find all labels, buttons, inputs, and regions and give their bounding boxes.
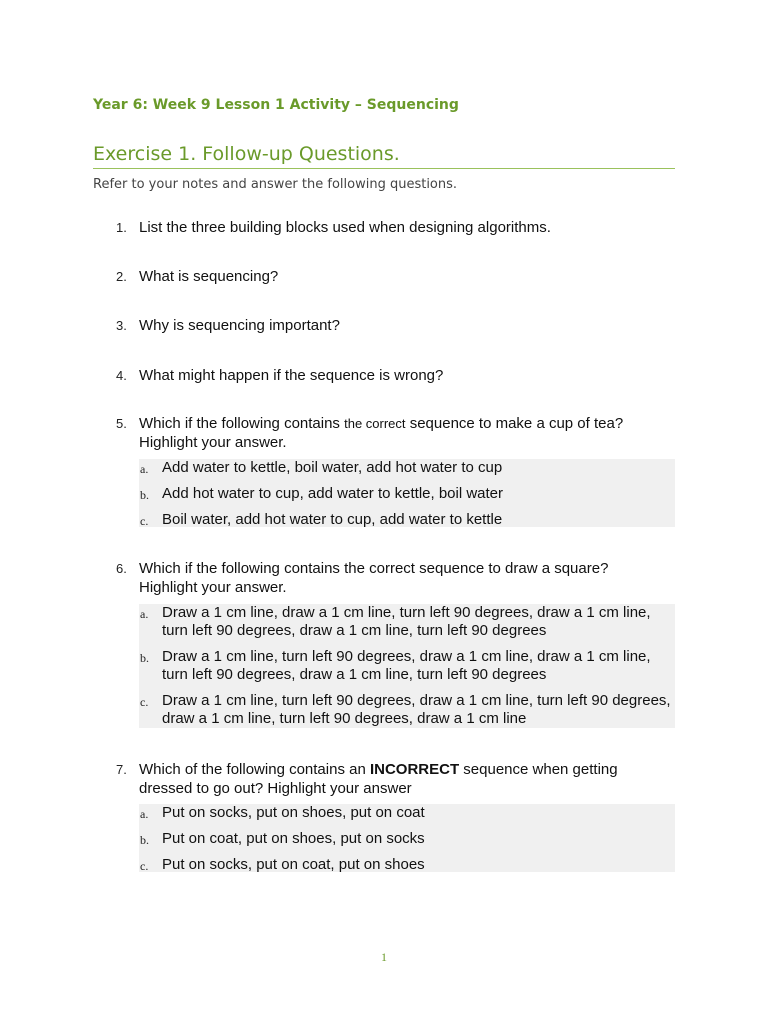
- question-text: Which if the following contains the correct sequence to draw a square? Highlight your answer.: [139, 560, 609, 596]
- answer-options-q5: [139, 459, 675, 527]
- option-letter: c.: [140, 859, 149, 873]
- option-text: Boil water, add hot water to cup, add water to kettle: [162, 511, 503, 528]
- answer-option[interactable]: [139, 511, 675, 527]
- answer-option[interactable]: [139, 804, 675, 830]
- question-number: 1.: [116, 220, 127, 235]
- question-number: 3.: [116, 318, 127, 333]
- option-letter: b.: [140, 833, 149, 847]
- answer-option[interactable]: [139, 648, 675, 692]
- question-text: [139, 760, 649, 798]
- question-text-part: sequence to make a cup of tea? Highlight your answer.: [139, 415, 624, 451]
- question-text: List the three building blocks used when designing algorithms.: [139, 219, 551, 236]
- question-number: 6.: [116, 561, 127, 576]
- option-text: Add water to kettle, boil water, add hot water to cup: [162, 459, 503, 476]
- option-text: Draw a 1 cm line, draw a 1 cm line, turn left 90 degrees, draw a 1 cm line, turn left 90 degrees, draw a 1 cm line, turn left 90 degrees: [162, 604, 651, 639]
- question-number: 4.: [116, 368, 127, 383]
- answer-options-q6: [139, 604, 675, 728]
- question-text-part: Which if the following contains: [139, 415, 345, 432]
- option-text: Draw a 1 cm line, turn left 90 degrees, draw a 1 cm line, draw a 1 cm line, turn left 90 degrees, draw a 1 cm line, turn left 90 degrees: [162, 648, 651, 683]
- answer-option[interactable]: [139, 485, 675, 511]
- option-text: Put on socks, put on coat, put on shoes: [162, 856, 425, 873]
- option-letter: c.: [140, 695, 149, 709]
- question-text-part: the correct: [344, 416, 406, 431]
- question-number: 7.: [116, 762, 127, 777]
- answer-option[interactable]: [139, 604, 675, 648]
- answer-option[interactable]: [139, 692, 675, 728]
- option-text: Put on socks, put on shoes, put on coat: [162, 804, 425, 821]
- answer-option[interactable]: [139, 856, 675, 872]
- question-text: Why is sequencing important?: [139, 317, 340, 334]
- question-text-part: Which of the following contains an: [139, 761, 370, 778]
- question-text-part: sequence when getting dressed to go out? Highlight your answer: [139, 761, 618, 797]
- option-letter: b.: [140, 651, 149, 665]
- option-text: Add hot water to cup, add water to kettle, boil water: [162, 485, 504, 502]
- question-text: [139, 414, 669, 452]
- question-text: What is sequencing?: [139, 268, 279, 285]
- question-number: 5.: [116, 416, 127, 431]
- option-letter: c.: [140, 514, 149, 528]
- incorrect-emphasis: INCORRECT: [369, 761, 460, 778]
- option-text: Put on coat, put on shoes, put on socks: [162, 830, 425, 847]
- option-letter: a.: [140, 607, 149, 621]
- answer-option[interactable]: [139, 459, 675, 485]
- option-letter: b.: [140, 488, 149, 502]
- question-text: What might happen if the sequence is wrong?: [139, 367, 444, 384]
- option-letter: a.: [140, 807, 149, 821]
- answer-option[interactable]: [139, 830, 675, 856]
- exercise-title: Exercise 1. Follow-up Questions.: [93, 143, 675, 169]
- option-letter: a.: [140, 462, 149, 476]
- lesson-title: Year 6: Week 9 Lesson 1 Activity – Sequencing: [93, 97, 459, 113]
- question-number: 2.: [116, 269, 127, 284]
- option-text: Draw a 1 cm line, turn left 90 degrees, draw a 1 cm line, turn left 90 degrees, draw a 1 cm line, turn left 90 degrees, draw a 1 cm line: [162, 692, 671, 727]
- answer-options-q7: [139, 804, 675, 872]
- instructions-text: Refer to your notes and answer the following questions.: [93, 177, 458, 192]
- page-number: 1: [381, 950, 387, 964]
